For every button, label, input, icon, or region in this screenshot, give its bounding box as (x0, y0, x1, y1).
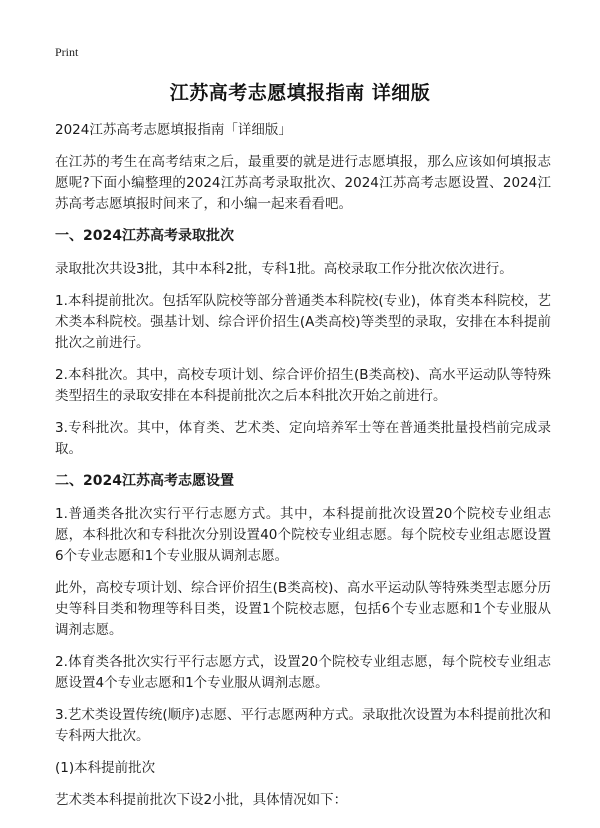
section-heading-volunteer-settings: 二、2024江苏高考志愿设置 (55, 473, 234, 489)
intro-paragraph: 在江苏的考生在高考结束之后，最重要的就是进行志愿填报，那么应该如何填报志愿呢?下面小编整理的2024江苏高考录取批次、2024江苏高考志愿设置、2024江苏高考志愿填报时间来了，和小编一起来看看吧。 (55, 154, 551, 212)
article-body (55, 120, 551, 822)
page-title: 江苏高考志愿填报指南 详细版 (169, 82, 431, 104)
paragraph: 录取批次共设3批，其中本科2批，专科1批。高校录取工作分批次依次进行。 (55, 261, 513, 277)
paragraph: 艺术类本科提前批次下设2小批，具体情况如下： (55, 792, 348, 808)
article-subtitle: 2024江苏高考志愿填报指南「详细版」 (55, 122, 292, 138)
paragraph: 2.本科批次。其中，高校专项计划、综合评价招生(B类高校)、高水平运动队等特殊类型招生的录取安排在本科提前批次之后本科批次开始之前进行。 (55, 367, 551, 404)
print-link[interactable]: Print (55, 45, 79, 59)
paragraph: 3.专科批次。其中，体育类、艺术类、定向培养军士等在普通类批量投档前完成录取。 (55, 420, 551, 457)
paragraph: 3.艺术类设置传统(顺序)志愿、平行志愿两种方式。录取批次设置为本科提前批次和专科两大批次。 (55, 707, 551, 744)
paragraph: 1.本科提前批次。包括军队院校等部分普通类本科院校(专业)，体育类本科院校，艺术类本科院校。强基计划、综合评价招生(A类高校)等类型的录取，安排在本科提前批次之前进行。 (55, 293, 551, 351)
paragraph: (1)本科提前批次 (55, 760, 156, 776)
paragraph: 1.普通类各批次实行平行志愿方式。其中，本科提前批次设置20个院校专业组志愿，本科批次和专科批次分别设置40个院校专业组志愿。每个院校专业组志愿设置6个专业志愿和1个专业服从调剂志愿。 (55, 506, 551, 564)
section-heading-admission-batches: 一、2024江苏高考录取批次 (55, 228, 234, 244)
paragraph: 2.体育类各批次实行平行志愿方式，设置20个院校专业组志愿，每个院校专业组志愿设置4个专业志愿和1个专业服从调剂志愿。 (55, 654, 551, 691)
paragraph: 此外，高校专项计划、综合评价招生(B类高校)、高水平运动队等特殊类型志愿分历史等科目类和物理等科目类，设置1个院校志愿，包括6个专业志愿和1个专业服从调剂志愿。 (55, 580, 551, 638)
